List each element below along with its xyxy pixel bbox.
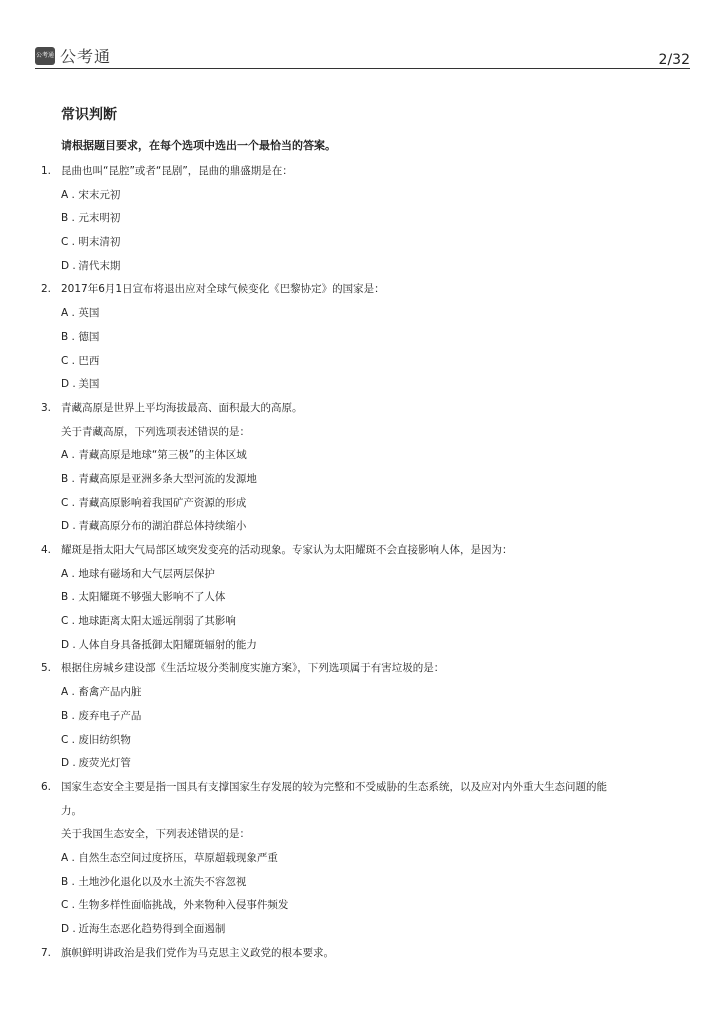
- option-b[interactable]: B . 德国: [61, 330, 100, 343]
- question-1: [41, 160, 681, 278]
- section-instruction: 请根据题目要求，在每个选项中选出一个最恰当的答案。: [61, 139, 336, 152]
- question-stem: 根据住房城乡建设部《生活垃圾分类制度实施方案》，下列选项属于有害垃圾的是：: [61, 662, 445, 675]
- option-b[interactable]: B . 青藏高原是亚洲多条大型河流的发源地: [61, 472, 257, 485]
- option-d[interactable]: D . 青藏高原分布的湖泊群总体持续缩小: [61, 520, 247, 533]
- question-list: [41, 160, 681, 965]
- question-number: 5.: [41, 662, 52, 675]
- option-b[interactable]: B . 废弃电子产品: [61, 709, 142, 722]
- option-d[interactable]: D . 美国: [61, 378, 100, 391]
- page-header: [35, 40, 690, 68]
- question-stem: 昆曲也叫“昆腔”或者“昆剧”，昆曲的鼎盛期是在：: [61, 165, 293, 177]
- page-indicator: 2/32: [658, 52, 690, 68]
- option-d[interactable]: D . 清代末期: [61, 259, 121, 272]
- option-c[interactable]: C . 生物多样性面临挑战，外来物种入侵事件频发: [61, 899, 289, 912]
- option-a[interactable]: A . 自然生态空间过度挤压，草原超载现象严重: [61, 851, 278, 864]
- question-stem: 2017年6月1日宣布将退出应对全球气候变化《巴黎协定》的国家是：: [61, 283, 385, 296]
- option-b[interactable]: B . 元末明初: [61, 212, 121, 225]
- question-sub-prompt: 关于我国生态安全，下列表述错误的是：: [61, 828, 250, 841]
- option-c[interactable]: C . 废旧纺织物: [61, 733, 131, 746]
- option-b[interactable]: B . 太阳耀斑不够强大影响不了人体: [61, 591, 226, 604]
- option-d[interactable]: D . 近海生态恶化趋势得到全面遏制: [61, 923, 226, 935]
- section-title: 常识判断: [61, 107, 117, 123]
- question-7: [41, 942, 681, 966]
- logo-text: 公考通: [60, 47, 112, 66]
- option-a[interactable]: A . 地球有磁场和大气层两层保护: [61, 567, 215, 580]
- question-6: [41, 776, 681, 942]
- question-number: 7.: [41, 946, 52, 959]
- option-d[interactable]: D . 废荧光灯管: [61, 757, 131, 770]
- question-4: [41, 539, 681, 657]
- question-number: 3.: [41, 401, 52, 414]
- question-stem: 耀斑是指太阳大气局部区域突发变亮的活动现象。专家认为太阳耀斑不会直接影响人体，是因为：: [61, 544, 513, 556]
- question-3: [41, 397, 681, 539]
- question-sub-prompt: 关于青藏高原，下列选项表述错误的是：: [61, 425, 250, 438]
- question-number: 6.: [41, 780, 52, 793]
- question-number: 1.: [41, 165, 52, 177]
- option-c[interactable]: C . 地球距离太阳太遥远削弱了其影响: [61, 615, 236, 628]
- logo-icon: 公考通: [35, 47, 55, 65]
- header-divider: [35, 68, 690, 69]
- option-a[interactable]: A . 畜禽产品内脏: [61, 686, 142, 699]
- option-b[interactable]: B . 土地沙化退化以及水土流失不容忽视: [61, 875, 247, 888]
- logo: [35, 44, 111, 67]
- question-stem: 国家生态安全主要是指一国具有支撑国家生存发展的较为完整和不受威胁的生态系统，以及应对内外重大生态问题的能: [61, 780, 607, 793]
- option-d[interactable]: D . 人体自身具备抵御太阳耀斑辐射的能力: [61, 638, 257, 651]
- question-2: [41, 278, 681, 396]
- question-stem: 旗帜鲜明讲政治是我们党作为马克思主义政党的根本要求。: [61, 946, 334, 959]
- option-a[interactable]: A . 英国: [61, 307, 100, 320]
- question-stem: 青藏高原是世界上平均海拔最高、面积最大的高原。: [61, 401, 303, 414]
- question-stem-continued: 力。: [61, 804, 82, 817]
- option-c[interactable]: C . 明末清初: [61, 236, 121, 249]
- option-a[interactable]: A . 宋末元初: [61, 188, 121, 201]
- option-c[interactable]: C . 青藏高原影响着我国矿产资源的形成: [61, 496, 247, 509]
- question-number: 2.: [41, 283, 52, 296]
- question-number: 4.: [41, 544, 52, 556]
- question-5: [41, 657, 681, 775]
- option-a[interactable]: A . 青藏高原是地球“第三极”的主体区域: [61, 449, 247, 462]
- option-c[interactable]: C . 巴西: [61, 354, 100, 367]
